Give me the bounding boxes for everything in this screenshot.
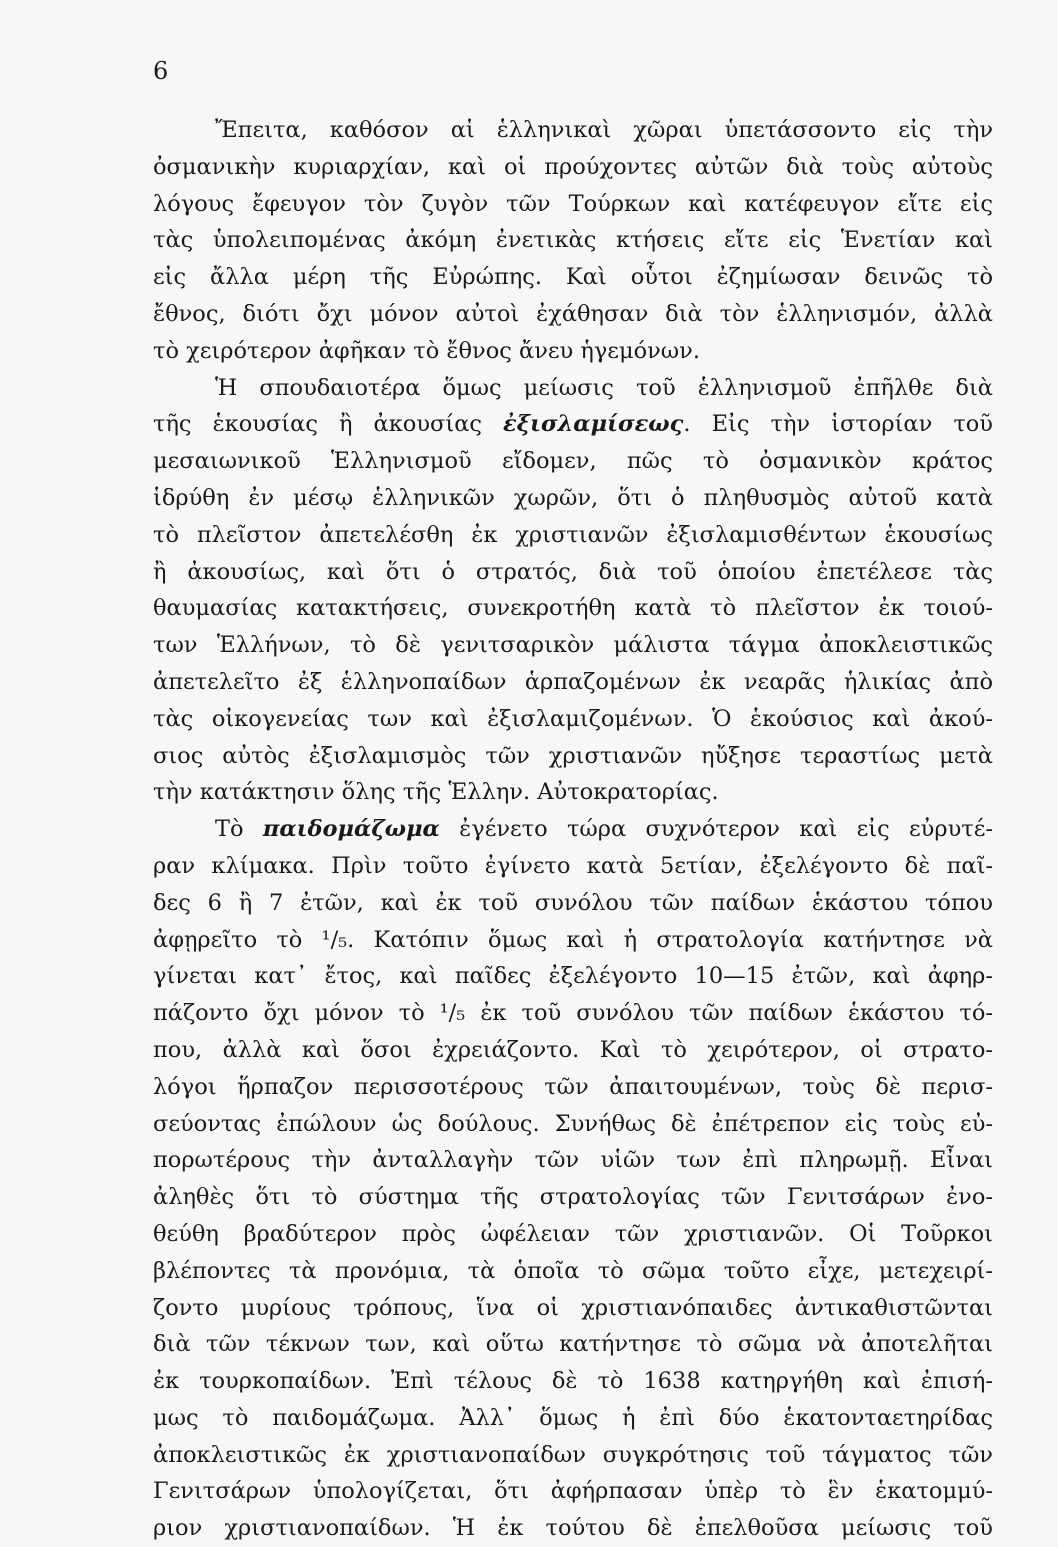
text-run: των Ἑλλήνων, τὸ δὲ γενιτσαρικὸν μάλιστα τάγμα ἀποκλειστικῶς bbox=[153, 632, 993, 659]
text-line bbox=[153, 222, 993, 259]
emphasized-term: ἐξισλαμίσεως bbox=[503, 411, 684, 438]
text-line bbox=[153, 443, 993, 480]
text-line bbox=[153, 701, 993, 738]
text-run: ραν κλίμακα. Πρὶν τοῦτο ἐγίνετο κατὰ 5ετίαν, ἐξελέγοντο δὲ παῖ- bbox=[153, 852, 993, 879]
text-line bbox=[153, 406, 993, 443]
page-number: 6 bbox=[153, 57, 169, 85]
text-run: Τὸ bbox=[215, 816, 263, 843]
text-line bbox=[153, 259, 993, 296]
text-line bbox=[153, 517, 993, 554]
text-line bbox=[153, 848, 993, 885]
text-line bbox=[153, 1363, 993, 1400]
text-run: λόγοι ἥρπαζον περισσοτέρους τῶν ἀπαιτουμένων, τοὺς δὲ περισ- bbox=[153, 1073, 993, 1100]
text-run: ἀφῃρεῖτο τὸ ¹/₅. Κατόπιν ὅμως καὶ ἡ στρατολογία κατήντησε νὰ bbox=[153, 926, 993, 953]
text-line bbox=[153, 590, 993, 627]
text-run: ἱδρύθη ἐν μέσῳ ἑλληνικῶν χωρῶν, ὅτι ὁ πληθυσμὸς αὐτοῦ κατὰ bbox=[153, 484, 993, 511]
text-line bbox=[153, 112, 993, 149]
text-line bbox=[153, 480, 993, 517]
text-run: βλέποντες τὰ προνόμια, τὰ ὁποῖα τὸ σῶμα τοῦτο εἶχε, μετεχειρί- bbox=[153, 1257, 993, 1284]
text-run: . Εἰς τὴν ἱστορίαν τοῦ bbox=[683, 411, 993, 438]
text-line bbox=[153, 1290, 993, 1327]
text-run: ἢ ἀκουσίως, καὶ ὅτι ὁ στρατός, διὰ τοῦ ὁποίου ἐπετέλεσε τὰς bbox=[153, 558, 993, 585]
text-line bbox=[153, 296, 993, 333]
text-run: τὸ πλεῖστον ἀπετελέσθη ἐκ χριστιανῶν ἐξισλαμισθέντων ἑκουσίως bbox=[153, 521, 993, 548]
text-line bbox=[153, 738, 993, 775]
emphasized-term: παιδομάζωμα bbox=[262, 816, 440, 843]
text-run: τὸ χειρότερον ἀφῆκαν τὸ ἔθνος ἄνευ ἡγεμόνων. bbox=[153, 337, 700, 364]
text-line bbox=[153, 627, 993, 664]
text-run: γίνεται κατ᾽ ἔτος, καὶ παῖδες ἐξελέγοντο 10—15 ἐτῶν, καὶ ἀφηρ- bbox=[153, 963, 993, 990]
text-run: ζοντο μυρίους τρόπους, ἵνα οἱ χριστιανόπαιδες ἀντικαθιστῶνται bbox=[153, 1294, 993, 1321]
text-run: εἰς ἄλλα μέρη τῆς Εὐρώπης. Καὶ οὗτοι ἐζημίωσαν δεινῶς τὸ bbox=[153, 264, 993, 291]
text-line bbox=[153, 1069, 993, 1106]
text-run: σεύοντας ἐπώλουν ὡς δούλους. Συνήθως δὲ ἐπέτρεπον εἰς τοὺς εὐ- bbox=[153, 1110, 993, 1137]
text-run: μως τὸ παιδομάζωμα. Ἀλλ᾽ ὅμως ἡ ἐπὶ δύο ἑκατονταετηρίδας bbox=[153, 1404, 993, 1431]
text-line bbox=[153, 1106, 993, 1143]
text-run: θεύθη βραδύτερον πρὸς ὠφέλειαν τῶν χριστιανῶν. Οἱ Τοῦρκοι bbox=[153, 1220, 993, 1247]
text-run: ὀσμανικὴν κυριαρχίαν, καὶ οἱ προύχοντες αὐτῶν διὰ τοὺς αὐτοὺς bbox=[153, 153, 993, 180]
text-run: τῆς ἑκουσίας ἢ ἀκουσίας bbox=[153, 411, 504, 438]
text-run: διὰ τῶν τέκνων των, καὶ οὕτω κατήντησε τὸ σῶμα νὰ ἀποτελῆται bbox=[153, 1331, 993, 1358]
text-run: ἀποκλειστικῶς ἐκ χριστιανοπαίδων συγκρότησις τοῦ τάγματος τῶν bbox=[153, 1441, 993, 1468]
text-line bbox=[153, 149, 993, 186]
text-line bbox=[153, 1437, 993, 1474]
text-run: ἀπετελεῖτο ἐξ ἑλληνοπαίδων ἁρπαζομένων ἐκ νεαρᾶς ἡλικίας ἀπὸ bbox=[153, 668, 993, 695]
text-run: Ἔπειτα, καθόσον αἱ ἑλληνικαὶ χῶραι ὑπετάσσοντο εἰς τὴν bbox=[215, 117, 993, 143]
body-text bbox=[153, 112, 993, 1547]
text-line bbox=[153, 958, 993, 995]
text-line bbox=[153, 186, 993, 223]
text-run: ἔθνος, διότι ὄχι μόνον αὐτοὶ ἐχάθησαν διὰ τὸν ἑλληνισμόν, ἀλλὰ bbox=[153, 300, 993, 327]
text-line bbox=[153, 1326, 993, 1363]
text-run: σιος αὐτὸς ἐξισλαμισμὸς τῶν χριστιανῶν ηὔξησε τεραστίως μετὰ bbox=[153, 742, 993, 769]
text-line bbox=[153, 774, 993, 811]
text-line bbox=[153, 554, 993, 591]
text-line bbox=[153, 1253, 993, 1290]
text-line bbox=[153, 811, 993, 848]
text-line bbox=[153, 1510, 993, 1547]
text-run: πορωτέρους τὴν ἀνταλλαγὴν τῶν υἱῶν των ἐπὶ πληρωμῇ. Εἶναι bbox=[153, 1147, 993, 1174]
text-run: ἀληθὲς ὅτι τὸ σύστημα τῆς στρατολογίας τῶν Γενιτσάρων ἐνο- bbox=[153, 1184, 993, 1211]
text-run: θαυμασίας κατακτήσεις, συνεκροτήθη κατὰ τὸ πλεῖστον ἐκ τοιού- bbox=[153, 595, 993, 622]
text-line bbox=[153, 664, 993, 701]
text-line bbox=[153, 370, 993, 407]
text-run: τὴν κατάκτησιν ὅλης τῆς Ἑλλην. Αὐτοκρατορίας. bbox=[153, 779, 719, 806]
text-run: Γενιτσάρων ὑπολογίζεται, ὅτι ἀφήρπασαν ὑπὲρ τὸ ἓν ἑκατομμύ- bbox=[153, 1478, 993, 1505]
text-run: Ἡ σπουδαιοτέρα ὅμως μείωσις τοῦ ἑλληνισμοῦ ἐπῆλθε διὰ bbox=[215, 374, 993, 401]
text-run: ἐγένετο τώρα συχνότερον καὶ εἰς εὐρυτέ- bbox=[439, 816, 993, 843]
text-line bbox=[153, 885, 993, 922]
text-line bbox=[153, 1032, 993, 1069]
text-run: πάζοντο ὄχι μόνον τὸ ¹/₅ ἐκ τοῦ συνόλου τῶν παίδων ἑκάστου τό- bbox=[153, 1000, 993, 1027]
text-line bbox=[153, 1179, 993, 1216]
text-run: που, ἀλλὰ καὶ ὅσοι ἐχρειάζοντο. Καὶ τὸ χειρότερον, οἱ στρατο- bbox=[153, 1036, 993, 1063]
text-run: ἐκ τουρκοπαίδων. Ἐπὶ τέλους δὲ τὸ 1638 κατηργήθη καὶ ἐπισή- bbox=[153, 1368, 993, 1395]
text-line bbox=[153, 995, 993, 1032]
text-run: τὰς οἰκογενείας των καὶ ἐξισλαμιζομένων. Ὁ ἑκούσιος καὶ ἀκού- bbox=[153, 705, 993, 732]
text-line bbox=[153, 1142, 993, 1179]
text-run: λόγους ἔφευγον τὸν ζυγὸν τῶν Τούρκων καὶ κατέφευγον εἴτε εἰς bbox=[153, 190, 993, 217]
text-line bbox=[153, 1473, 993, 1510]
text-run: τὰς ὑπολειπομένας ἀκόμη ἐνετικὰς κτήσεις εἴτε εἰς Ἑνετίαν καὶ bbox=[153, 227, 993, 254]
text-run: μεσαιωνικοῦ Ἑλληνισμοῦ εἴδομεν, πῶς τὸ ὀσμανικὸν κράτος bbox=[153, 448, 993, 475]
text-line bbox=[153, 1216, 993, 1253]
text-line bbox=[153, 922, 993, 959]
text-line bbox=[153, 1400, 993, 1437]
text-line bbox=[153, 333, 993, 370]
text-run: ριον χριστιανοπαίδων. Ἡ ἐκ τούτου δὲ ἐπελθοῦσα μείωσις τοῦ bbox=[153, 1515, 993, 1542]
text-run: δες 6 ἢ 7 ἐτῶν, καὶ ἐκ τοῦ συνόλου τῶν παίδων ἑκάστου τόπου bbox=[153, 889, 993, 916]
